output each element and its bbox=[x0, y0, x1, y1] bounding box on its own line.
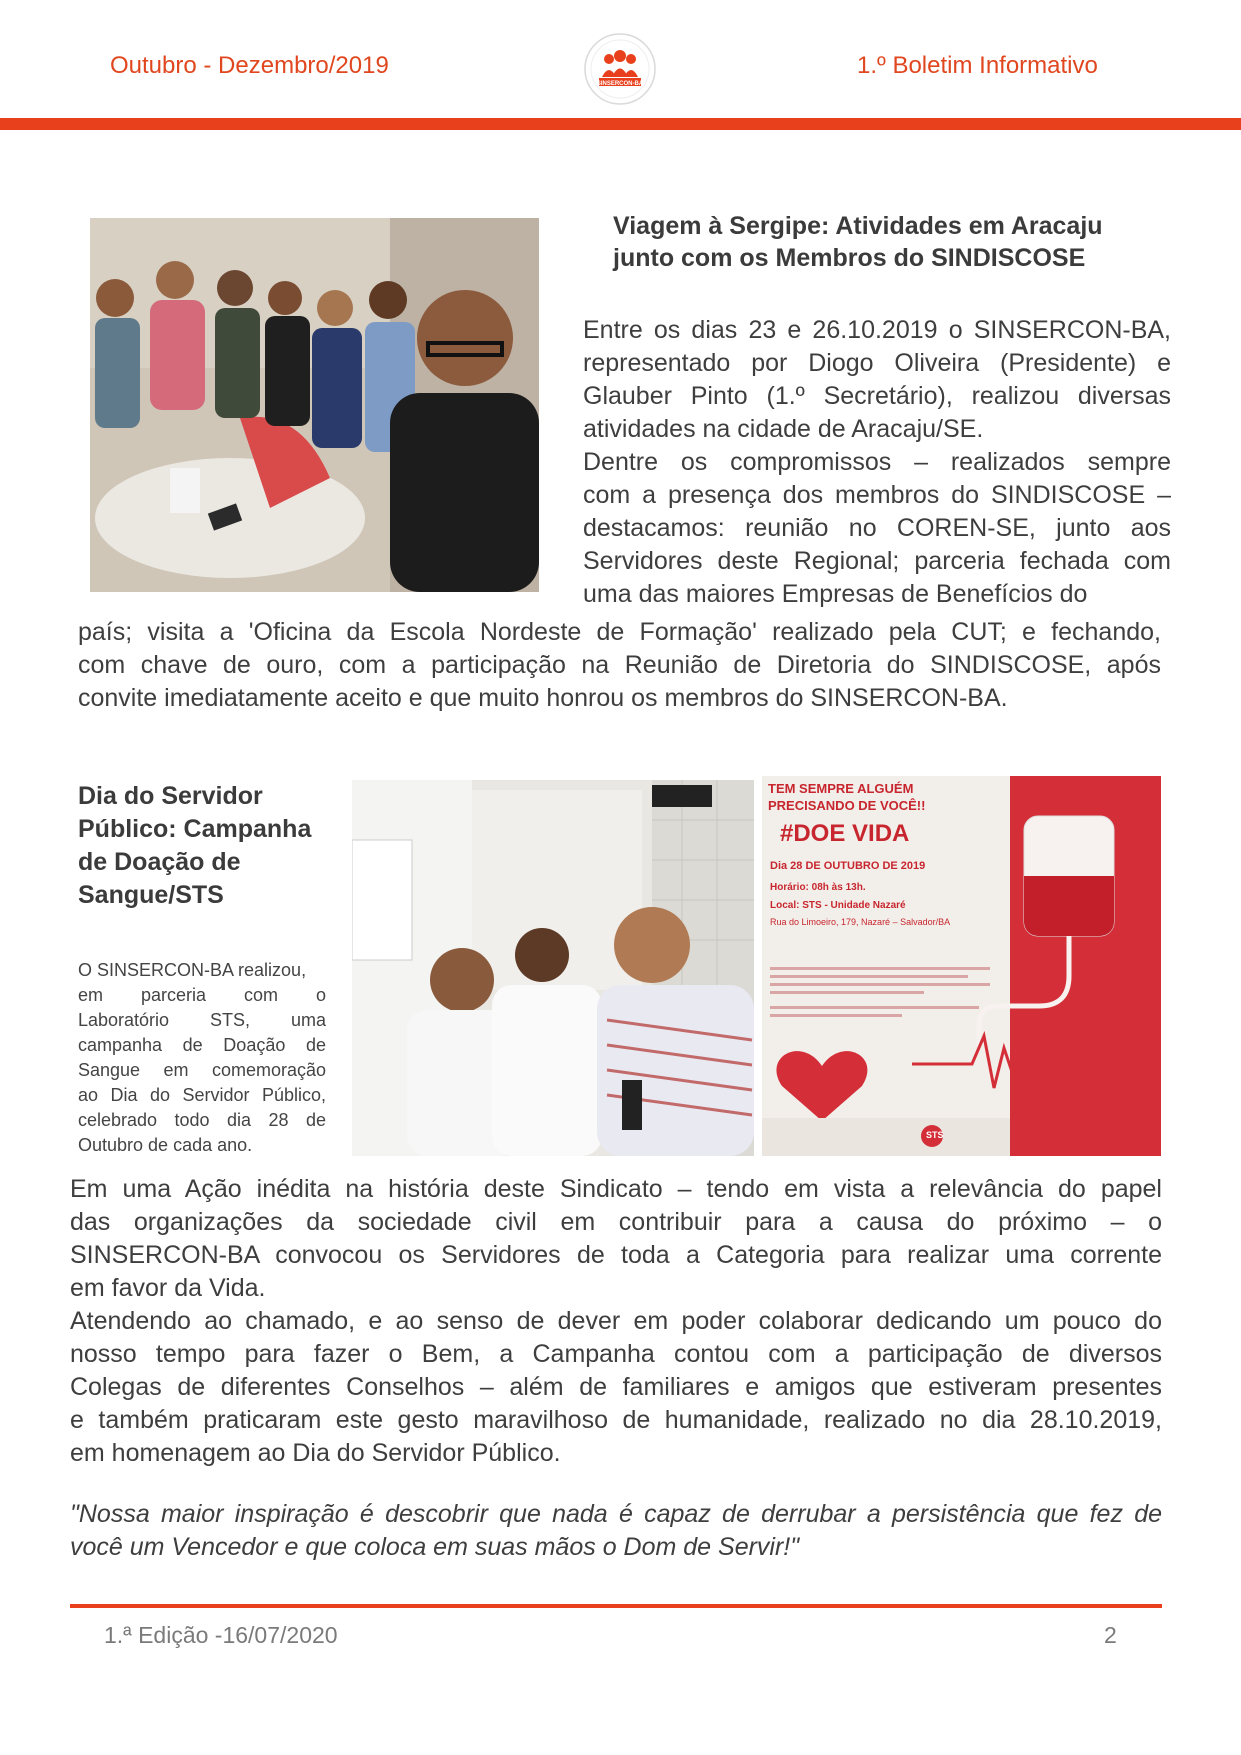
text-line: em homenagem ao Dia do Servidor Público. bbox=[70, 1439, 561, 1467]
sinsercon-logo bbox=[583, 32, 657, 106]
poster-headline-line: PRECISANDO DE VOCÊ!! bbox=[768, 798, 926, 813]
page-number: 2 bbox=[1104, 1622, 1117, 1648]
article2-title-line: de Doação de bbox=[78, 848, 241, 876]
article1-title-line: Viagem à Sergipe: Atividades em Aracaju bbox=[613, 212, 1103, 240]
text-line: Em uma Ação inédita na história deste Sindicato – tendo em vista a relevância do papel bbox=[70, 1175, 1162, 1203]
text-line: uma das maiores Empresas de Benefícios do bbox=[583, 580, 1088, 608]
poster-date: Dia 28 DE OUTUBRO DE 2019 bbox=[770, 860, 926, 872]
quote-line: "Nossa maior inspiração é descobrir que nada é capaz de derrubar a persistência que fez de bbox=[70, 1500, 1162, 1528]
text-line: SINSERCON-BA convocou os Servidores de toda a Categoria para realizar uma corrente bbox=[70, 1241, 1162, 1269]
text-line: celebrado todo dia 28 de bbox=[78, 1110, 326, 1130]
text-line: representado por Diogo Oliveira (Presidente) e bbox=[583, 349, 1171, 377]
poster-brand: STS bbox=[926, 1130, 944, 1140]
text-line: Servidores deste Regional; parceria fechada com bbox=[583, 547, 1171, 575]
text-line: em parceria com o bbox=[78, 985, 326, 1005]
blood-donation-poster bbox=[762, 776, 1161, 1156]
article2-title-line: Público: Campanha bbox=[78, 815, 312, 843]
article2-title-line: Dia do Servidor bbox=[78, 782, 263, 810]
text-line: ao Dia do Servidor Público, bbox=[78, 1085, 326, 1105]
text-line: campanha de Doação de bbox=[78, 1035, 326, 1055]
closing-quote bbox=[70, 1498, 1162, 1564]
text-line: país; visita a 'Oficina da Escola Nordeste de Formação' realizado pela CUT; e fechando, bbox=[78, 618, 1161, 646]
header-rule bbox=[0, 118, 1241, 130]
text-line: Entre os dias 23 e 26.10.2019 o SINSERCON-BA, bbox=[583, 316, 1171, 344]
article1-title bbox=[613, 210, 1133, 274]
footer-edition: 1.ª Edição -16/07/2020 bbox=[104, 1622, 338, 1648]
text-line: e também praticaram este gesto maravilhoso de humanidade, realizado no dia 28.10.2019, bbox=[70, 1406, 1162, 1434]
header-bulletin: 1.º Boletim Informativo bbox=[857, 52, 1098, 79]
article2-title bbox=[78, 780, 328, 912]
group-photo-aracaju bbox=[90, 218, 539, 592]
article1-title-line: junto com os Membros do SINDISCOSE bbox=[613, 244, 1086, 272]
text-line: com chave de ouro, com a participação na Reunião de Diretoria do SINDISCOSE, após bbox=[78, 651, 1161, 679]
text-line: atividades na cidade de Aracaju/SE. bbox=[583, 415, 984, 443]
text-line: com a presença dos membros do SINDISCOSE – bbox=[583, 481, 1171, 509]
text-line: Colegas de diferentes Conselhos – além de familiares e amigos que estiveram presentes bbox=[70, 1373, 1162, 1401]
text-line: Sangue em comemoração bbox=[78, 1060, 326, 1080]
logo-text: SINSERCON-BA bbox=[596, 81, 644, 87]
poster-time: Horário: 08h às 13h. bbox=[770, 882, 866, 893]
header-period: Outubro - Dezembro/2019 bbox=[110, 52, 389, 79]
text-line: Dentre os compromissos – realizados sempre bbox=[583, 448, 1171, 476]
text-line: das organizações da sociedade civil em contribuir para a causa do próximo – o bbox=[70, 1208, 1162, 1236]
article2-side-paragraph bbox=[78, 958, 326, 1158]
text-line: em favor da Vida. bbox=[70, 1274, 266, 1302]
text-line: Atendendo ao chamado, e ao senso de dever em poder colaborar dedicando um pouco do bbox=[70, 1307, 1162, 1335]
text-line: O SINSERCON-BA realizou, bbox=[78, 960, 307, 980]
article1-paragraph-right bbox=[583, 314, 1171, 611]
text-line: convite imediatamente aceito e que muito honrou os membros do SINSERCON-BA. bbox=[78, 684, 1008, 712]
selfie-photo-sts bbox=[352, 780, 754, 1156]
text-line: Laboratório STS, uma bbox=[78, 1010, 326, 1030]
poster-hashtag: #DOE VIDA bbox=[780, 820, 910, 847]
quote-line: você um Vencedor e que coloca em suas mãos o Dom de Servir!" bbox=[70, 1533, 800, 1561]
poster-place: Local: STS - Unidade Nazaré bbox=[770, 900, 906, 911]
article1-paragraph-full bbox=[78, 616, 1161, 715]
poster-address: Rua do Limoeiro, 179, Nazaré – Salvador/BA bbox=[770, 917, 951, 927]
text-line: nosso tempo para fazer o Bem, a Campanha contou com a participação de diversos bbox=[70, 1340, 1162, 1368]
article2-body bbox=[70, 1173, 1162, 1470]
text-line: destacamos: reunião no COREN-SE, junto aos bbox=[583, 514, 1171, 542]
footer-rule bbox=[70, 1604, 1162, 1608]
text-line: Outubro de cada ano. bbox=[78, 1135, 253, 1155]
article2-title-line: Sangue/STS bbox=[78, 881, 224, 909]
poster-body-lines bbox=[770, 962, 990, 1022]
text-line: Glauber Pinto (1.º Secretário), realizou diversas bbox=[583, 382, 1171, 410]
poster-headline-line: TEM SEMPRE ALGUÉM bbox=[768, 781, 914, 796]
